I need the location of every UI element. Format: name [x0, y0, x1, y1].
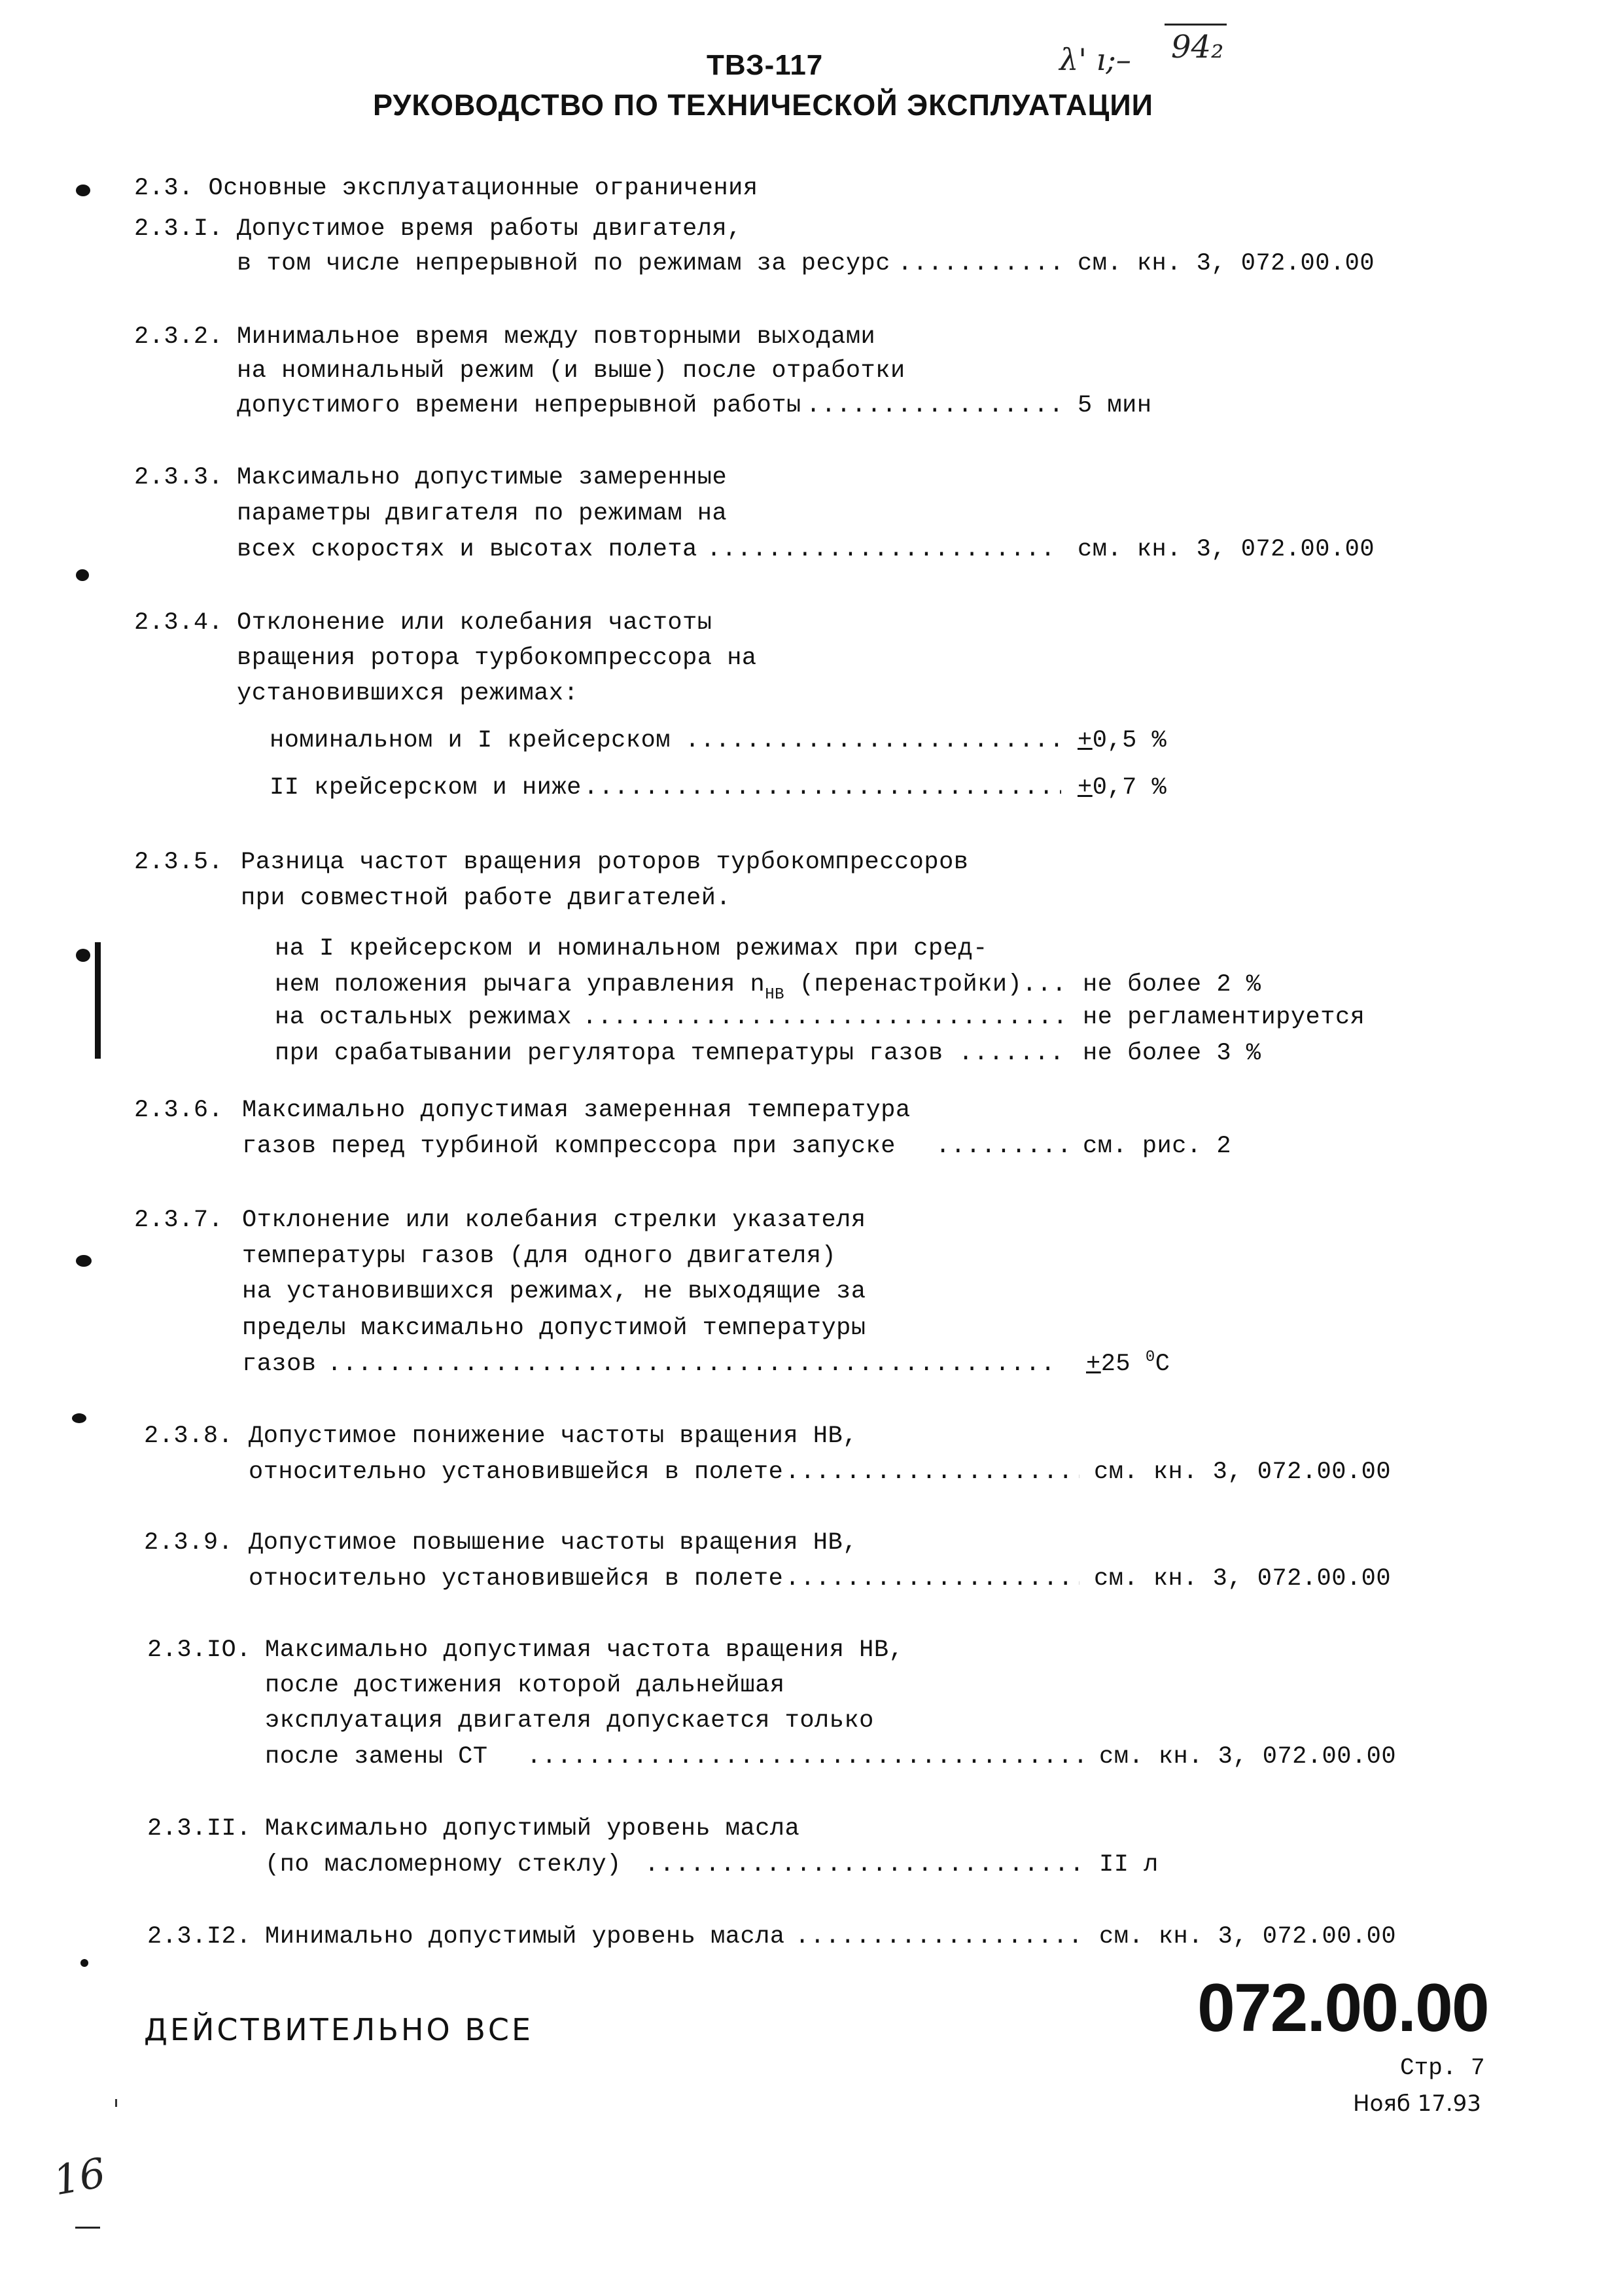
margin-dot	[80, 1959, 88, 1967]
item-leader-row	[237, 537, 1382, 563]
dot-leader	[707, 537, 1061, 563]
handwritten-underline	[75, 2227, 100, 2229]
item-text: Допустимое повышение частоты вращения НВ,	[249, 1529, 858, 1557]
item-text: вращения ротора турбокомпрессора на	[237, 645, 757, 672]
document-title: РУКОВОДСТВО ПО ТЕХНИЧЕСКОЙ ЭКСПЛУАТАЦИИ	[373, 88, 1154, 122]
item-value: не более 3 %	[1083, 1040, 1261, 1067]
item-text: Допустимое понижение частоты вращения НВ,	[249, 1422, 858, 1450]
handwritten-note-line2: 94₂	[1171, 29, 1224, 65]
dot-leader	[685, 728, 1061, 754]
dot-leader	[785, 1459, 1079, 1485]
item-text: при совместной работе двигателей.	[241, 885, 731, 912]
plus-minus-sign: +	[1078, 774, 1093, 802]
margin-dot	[76, 185, 90, 196]
item-text: всех скоростях и высотах полета	[237, 536, 697, 563]
item-text: Максимально допустимый уровень масла	[265, 1815, 800, 1843]
dot-leader	[582, 1004, 1066, 1031]
margin-dot	[76, 949, 90, 962]
item-leader-row	[242, 1351, 1354, 1377]
item-text: при срабатывании регулятора температуры газов	[275, 1040, 943, 1067]
item-text: II крейсерском и ниже	[270, 774, 582, 802]
item-value: 5 мин	[1078, 392, 1152, 419]
dot-leader	[898, 251, 1061, 277]
item-text: Максимально допустимые замеренные	[237, 464, 728, 491]
plus-minus-sign: +	[1086, 1351, 1101, 1378]
item-text: эксплуатация двигателя допускается только	[265, 1707, 874, 1735]
item-text: газов перед турбиной компрессора при запуске	[242, 1133, 896, 1160]
unit-celsius: C	[1155, 1351, 1170, 1378]
item-number: 2.3.5.	[134, 849, 224, 876]
item-leader-row	[237, 251, 1382, 277]
item-number: 2.3.4.	[134, 609, 224, 637]
item-text: Максимально допустимая частота вращения НВ,	[265, 1636, 904, 1664]
item-leader-row	[265, 1744, 1410, 1770]
section-code: 072.00.00	[1197, 1970, 1488, 2046]
item-number: 2.3.2.	[134, 323, 224, 351]
item-number: 2.3.II.	[147, 1815, 251, 1843]
item-text: в том числе непрерывной по режимам за ресурс	[237, 250, 890, 277]
item-value-number: 0,7 %	[1092, 774, 1167, 802]
document-model: ТВЗ-117	[707, 49, 824, 81]
handwritten-note-top	[1040, 7, 1131, 77]
item-value-number: 0,5 %	[1092, 727, 1167, 754]
item-text-part: нем положения рычага управления n	[275, 971, 765, 998]
item-value: см. кн. 3, 072.00.00	[1099, 1923, 1397, 1951]
margin-dot	[76, 1255, 92, 1267]
item-text: на остальных режимах	[275, 1004, 572, 1031]
item-value: II л	[1099, 1851, 1159, 1879]
item-text: пределы максимально допустимой температуры	[242, 1315, 866, 1342]
subscript-nv: НВ	[765, 986, 785, 1004]
item-text: допустимого времени непрерывной работы	[237, 392, 801, 419]
item-leader-row	[249, 1566, 1394, 1592]
item-leader-row	[275, 1004, 1387, 1031]
item-text: Разница частот вращения роторов турбокомпрессоров	[241, 849, 969, 876]
item-leader-row	[275, 971, 1387, 1004]
item-leader-row	[249, 1459, 1394, 1485]
item-text: Допустимое время работы двигателя,	[237, 215, 742, 243]
dot-leader	[527, 1744, 1086, 1770]
dot-leader	[958, 1040, 1066, 1067]
handwritten-note-line1: λ' ı;–	[1059, 42, 1131, 77]
item-text: на номинальный режим (и выше) после отработки	[237, 357, 905, 385]
item-text: газов	[242, 1351, 317, 1378]
item-value: не более 2 %	[1083, 971, 1261, 998]
item-text	[275, 971, 1067, 1004]
handwritten-page-number: 16	[50, 2148, 109, 2205]
dot-leader	[584, 775, 1061, 801]
item-value	[1078, 775, 1167, 801]
item-text: Минимально допустимый уровень масла	[265, 1923, 785, 1951]
item-leader-row	[270, 775, 1382, 801]
item-text: относительно установившейся в полете	[249, 1565, 784, 1593]
item-value-number: 25	[1100, 1351, 1131, 1378]
item-leader-row	[242, 1133, 1354, 1159]
item-text: Минимальное время между повторными выходами	[237, 323, 876, 351]
item-value: см. кн. 3, 072.00.00	[1094, 1565, 1392, 1593]
item-leader-row	[275, 1040, 1387, 1067]
revision-date: Нояб 17.93	[1353, 2091, 1481, 2117]
item-number: 2.3.I2.	[147, 1923, 251, 1951]
item-value: см. кн. 3, 072.00.00	[1078, 250, 1375, 277]
item-number: 2.3.9.	[144, 1529, 234, 1557]
item-value: см. кн. 3, 072.00.00	[1094, 1458, 1392, 1486]
handwritten-fraction-bar	[1165, 24, 1227, 26]
item-value	[1078, 728, 1167, 754]
dot-leader	[644, 1852, 1086, 1878]
item-leader-row	[270, 728, 1382, 754]
item-leader-row	[265, 1924, 1410, 1950]
margin-dot	[76, 569, 89, 581]
dot-leader	[327, 1351, 1060, 1377]
item-leader-row	[237, 393, 1382, 419]
item-value	[1086, 1351, 1170, 1380]
item-leader-row	[265, 1852, 1410, 1878]
item-text: Отклонение или колебания частоты	[237, 609, 712, 637]
dot-leader	[785, 1566, 1079, 1592]
item-value: не регламентируется	[1083, 1004, 1365, 1031]
item-text: относительно установившейся в полете	[249, 1458, 784, 1486]
item-text: после достижения которой дальнейшая	[265, 1672, 785, 1699]
item-number: 2.3.8.	[144, 1422, 234, 1450]
degree-sign: 0	[1145, 1349, 1155, 1366]
dot-leader	[806, 393, 1061, 419]
page-number: Стр. 7	[1400, 2055, 1485, 2081]
item-text: Отклонение или колебания стрелки указателя	[242, 1207, 866, 1234]
item-text: температуры газов (для одного двигателя)	[242, 1243, 837, 1270]
item-value: см. кн. 3, 072.00.00	[1099, 1743, 1397, 1771]
item-number: 2.3.3.	[134, 464, 224, 491]
item-text: Максимально допустимая замеренная температура	[242, 1097, 911, 1124]
margin-dot	[72, 1413, 86, 1423]
item-text: на установившихся режимах, не выходящие за	[242, 1278, 866, 1305]
item-text: на I крейсерском и номинальном режимах при сред-	[275, 935, 988, 963]
item-text: установившихся режимах:	[237, 680, 579, 707]
validity-note: ДЕЙСТВИТЕЛЬНО ВСЕ	[144, 2012, 534, 2047]
dot-leader	[795, 1924, 1086, 1950]
item-text: (по масломерному стеклу)	[265, 1851, 622, 1879]
item-value: см. рис. 2	[1083, 1133, 1232, 1160]
margin-change-bar	[95, 942, 101, 1059]
item-value: см. кн. 3, 072.00.00	[1078, 536, 1375, 563]
item-number: 2.3.7.	[134, 1207, 224, 1234]
item-text: параметры двигателя по режимам на	[237, 500, 728, 527]
item-text-part: (перенастройки)...	[784, 971, 1067, 998]
stray-mark	[115, 2099, 117, 2107]
dot-leader	[936, 1133, 1066, 1159]
item-number: 2.3.IO.	[147, 1636, 251, 1664]
item-number: 2.3.I.	[134, 215, 224, 243]
plus-minus-sign: +	[1078, 727, 1093, 754]
item-text: после замены СТ	[265, 1743, 488, 1771]
item-text: номинальном и I крейсерском	[270, 727, 671, 754]
item-number: 2.3.6.	[134, 1097, 224, 1124]
section-heading: 2.3. Основные эксплуатационные ограничения	[134, 175, 758, 202]
